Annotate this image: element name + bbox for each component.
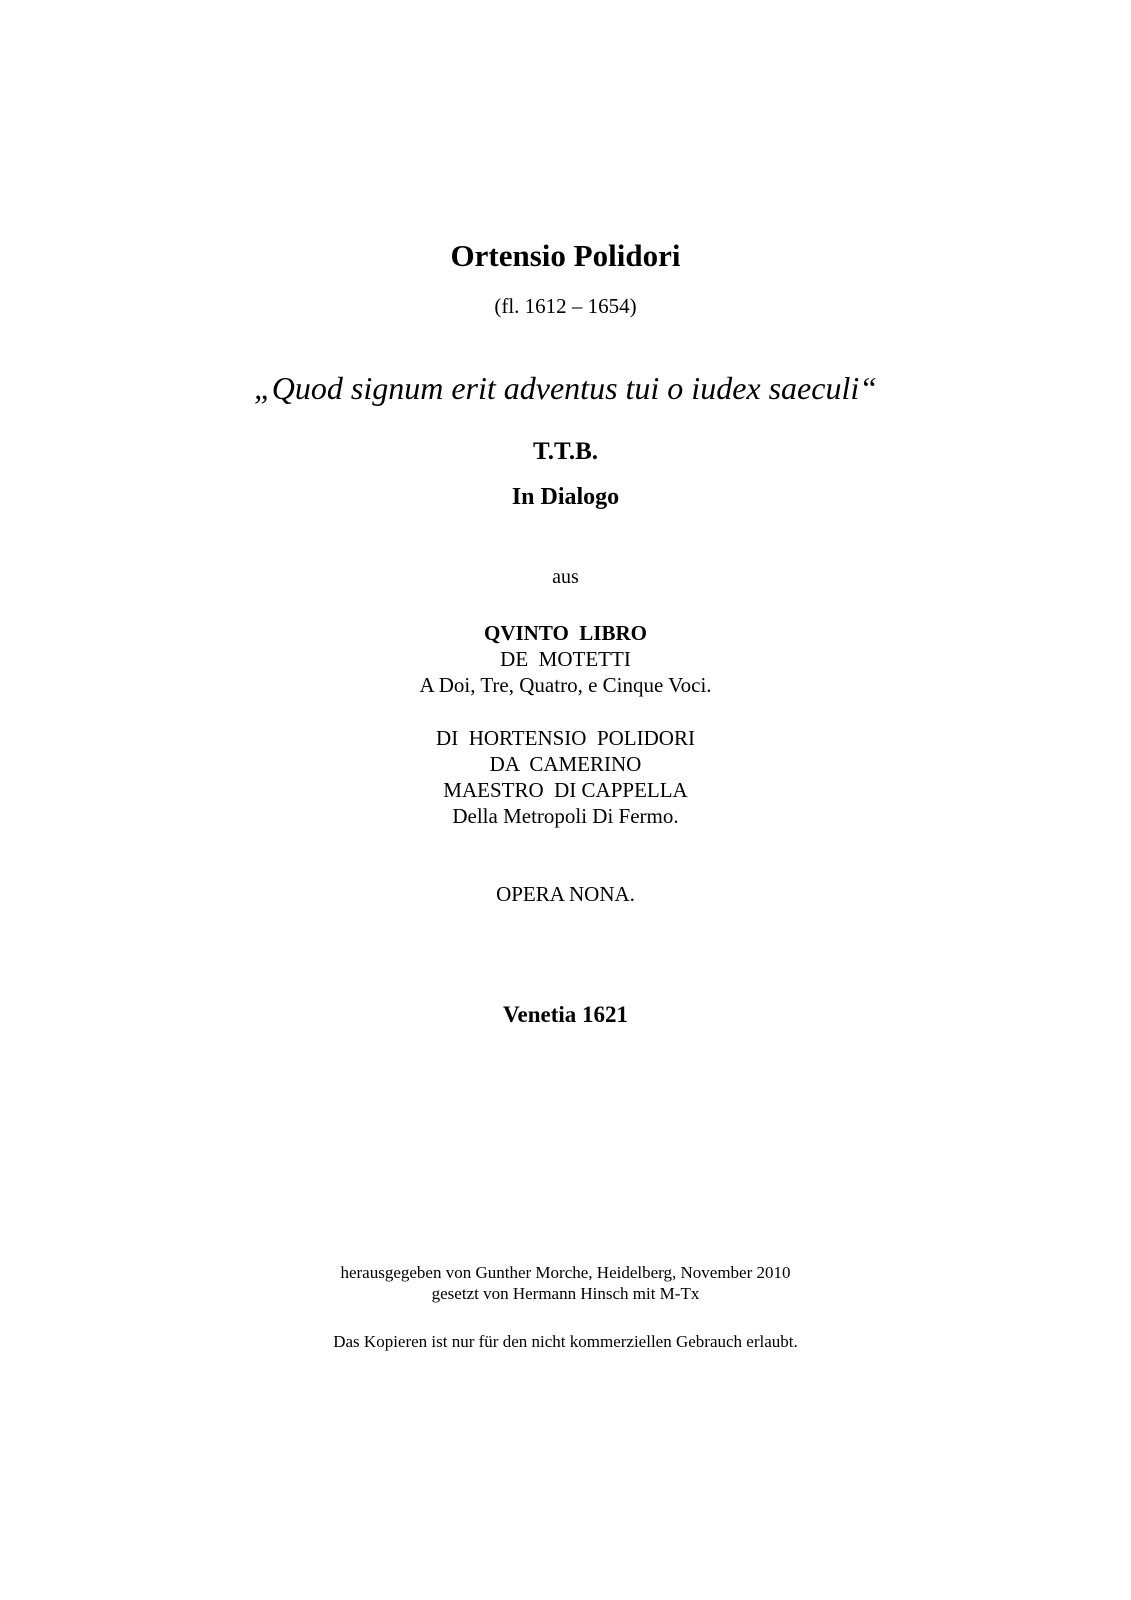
source-book-title: QVINTO LIBRO [484, 621, 647, 645]
source-author-block [0, 725, 1131, 829]
source-voices: A Doi, Tre, Quatro, e Cinque Voci. [419, 673, 712, 697]
copy-notice: Das Kopieren ist nur für den nicht kommerziellen Gebrauch erlaubt. [333, 1332, 798, 1351]
typesetter-line: gesetzt von Hermann Hinsch mit M-Tx [431, 1284, 700, 1303]
source-title-block [0, 620, 1131, 698]
source-author-origin: DA CAMERINO [489, 752, 642, 776]
source-intro: aus [552, 566, 579, 588]
composer-dates: (fl. 1612 – 1654) [494, 294, 637, 318]
source-author-church: Della Metropoli Di Fermo. [452, 804, 679, 828]
edition-credits [0, 1262, 1131, 1304]
subtitle: In Dialogo [511, 484, 620, 510]
imprint: Venetia 1621 [502, 1002, 628, 1027]
opus-number: OPERA NONA. [496, 882, 635, 906]
editor-line: herausgegeben von Gunther Morche, Heidelberg, November 2010 [340, 1263, 791, 1282]
composer-name: Ortensio Polidori [450, 238, 681, 273]
source-author-position: MAESTRO DI CAPPELLA [443, 778, 688, 802]
motet-title: „Quod signum erit adventus tui o iudex saeculi“ [253, 370, 878, 406]
source-author: DI HORTENSIO POLIDORI [436, 726, 695, 750]
voicing: T.T.B. [532, 438, 599, 465]
source-book-subtitle: DE MOTETTI [500, 647, 631, 671]
